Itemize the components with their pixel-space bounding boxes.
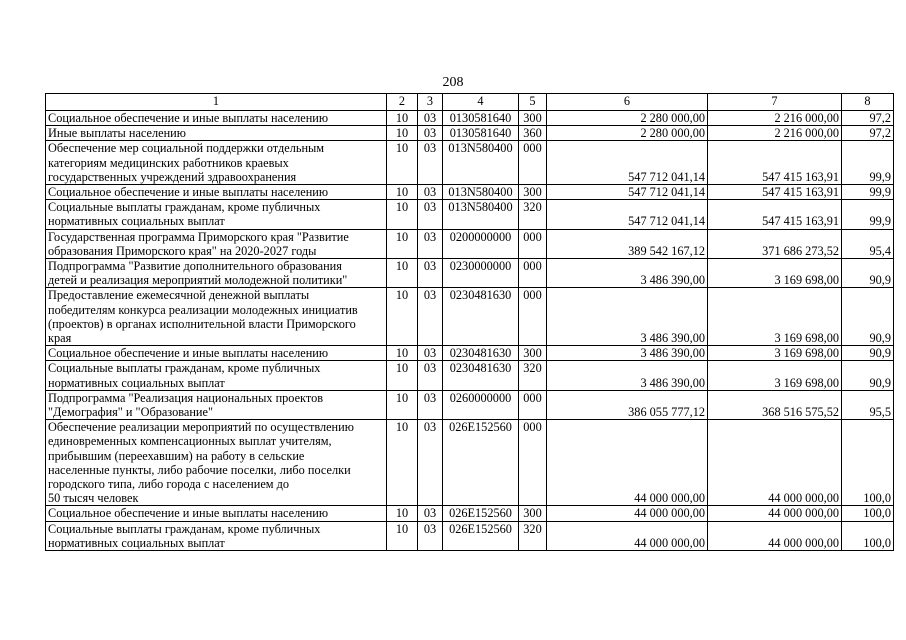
- row-description: Социальное обеспечение и иные выплаты населению: [46, 185, 387, 200]
- row-target-article: 013N580400: [443, 185, 519, 200]
- table-row: [46, 420, 894, 506]
- row-target-article: 026E152560: [443, 506, 519, 521]
- table-row: [46, 390, 894, 419]
- row-planned-amount: 44 000 000,00: [547, 420, 708, 506]
- row-description: Социальное обеспечение и иные выплаты населению: [46, 111, 387, 126]
- row-actual-amount: 547 415 163,91: [708, 141, 842, 185]
- row-description: Предоставление ежемесячной денежной выплаты победителям конкурса реализации молодежных инициатив (проектов) в органах исполнительной власти Приморского края: [46, 288, 387, 346]
- row-subsection-code: 03: [418, 390, 443, 419]
- row-section-code: 10: [387, 390, 418, 419]
- row-section-code: 10: [387, 506, 418, 521]
- row-expense-type: 300: [519, 185, 547, 200]
- table-row: [46, 346, 894, 361]
- row-target-article: 026E152560: [443, 420, 519, 506]
- row-planned-amount: 386 055 777,12: [547, 390, 708, 419]
- row-planned-amount: 3 486 390,00: [547, 259, 708, 288]
- row-percent: 100,0: [842, 506, 894, 521]
- row-description: Социальные выплаты гражданам, кроме публичных нормативных социальных выплат: [46, 521, 387, 550]
- row-target-article: 0230481630: [443, 346, 519, 361]
- row-percent: 90,9: [842, 288, 894, 346]
- row-expense-type: 000: [519, 141, 547, 185]
- row-description: Государственная программа Приморского края "Развитие образования Приморского края" на 2020-2027 годы: [46, 229, 387, 258]
- row-section-code: 10: [387, 126, 418, 141]
- table-row: [46, 200, 894, 229]
- row-percent: 90,9: [842, 346, 894, 361]
- row-planned-amount: 2 280 000,00: [547, 126, 708, 141]
- row-description: Обеспечение реализации мероприятий по осуществлению единовременных компенсационных выплат учителям, прибывшим (переехавшим) на работу в сельские населенные пункты, либо рабочие поселки, либо поселки городского типа, либо города с населением до 50 тысяч человек: [46, 420, 387, 506]
- row-section-code: 10: [387, 229, 418, 258]
- row-planned-amount: 547 712 041,14: [547, 141, 708, 185]
- row-target-article: 0130581640: [443, 126, 519, 141]
- row-expense-type: 300: [519, 346, 547, 361]
- row-expense-type: 360: [519, 126, 547, 141]
- row-actual-amount: 44 000 000,00: [708, 420, 842, 506]
- table-row: [46, 229, 894, 258]
- row-expense-type: 000: [519, 259, 547, 288]
- row-subsection-code: 03: [418, 141, 443, 185]
- row-section-code: 10: [387, 141, 418, 185]
- row-planned-amount: 3 486 390,00: [547, 346, 708, 361]
- row-target-article: 0260000000: [443, 390, 519, 419]
- row-planned-amount: 547 712 041,14: [547, 185, 708, 200]
- row-expense-type: 000: [519, 288, 547, 346]
- row-planned-amount: 2 280 000,00: [547, 111, 708, 126]
- row-description: Социальные выплаты гражданам, кроме публичных нормативных социальных выплат: [46, 200, 387, 229]
- row-percent: 99,9: [842, 141, 894, 185]
- row-target-article: 013N580400: [443, 200, 519, 229]
- row-actual-amount: 371 686 273,52: [708, 229, 842, 258]
- row-expense-type: 300: [519, 111, 547, 126]
- table-row: [46, 259, 894, 288]
- table-row: [46, 111, 894, 126]
- row-planned-amount: 44 000 000,00: [547, 506, 708, 521]
- row-actual-amount: 2 216 000,00: [708, 126, 842, 141]
- header-cell: 8: [842, 94, 894, 111]
- row-expense-type: 320: [519, 361, 547, 390]
- row-section-code: 10: [387, 185, 418, 200]
- row-planned-amount: 44 000 000,00: [547, 521, 708, 550]
- row-expense-type: 000: [519, 390, 547, 419]
- row-target-article: 0130581640: [443, 111, 519, 126]
- row-percent: 100,0: [842, 420, 894, 506]
- row-percent: 99,9: [842, 200, 894, 229]
- row-planned-amount: 3 486 390,00: [547, 361, 708, 390]
- row-target-article: 0230481630: [443, 361, 519, 390]
- row-expense-type: 320: [519, 200, 547, 229]
- table-row: [46, 126, 894, 141]
- row-actual-amount: 3 169 698,00: [708, 361, 842, 390]
- row-actual-amount: 3 169 698,00: [708, 259, 842, 288]
- row-actual-amount: 3 169 698,00: [708, 288, 842, 346]
- row-subsection-code: 03: [418, 346, 443, 361]
- row-description: Социальное обеспечение и иные выплаты населению: [46, 506, 387, 521]
- header-cell: 7: [708, 94, 842, 111]
- row-percent: 95,4: [842, 229, 894, 258]
- table-row: [46, 288, 894, 346]
- header-cell: 5: [519, 94, 547, 111]
- row-percent: 90,9: [842, 361, 894, 390]
- table-row: [46, 506, 894, 521]
- row-target-article: 0200000000: [443, 229, 519, 258]
- table-row: [46, 521, 894, 550]
- row-planned-amount: 3 486 390,00: [547, 288, 708, 346]
- row-description: Иные выплаты населению: [46, 126, 387, 141]
- budget-table: [45, 93, 894, 551]
- table-row: [46, 185, 894, 200]
- row-actual-amount: 44 000 000,00: [708, 506, 842, 521]
- row-expense-type: 300: [519, 506, 547, 521]
- row-target-article: 0230481630: [443, 288, 519, 346]
- row-expense-type: 000: [519, 229, 547, 258]
- row-section-code: 10: [387, 521, 418, 550]
- table-row: [46, 141, 894, 185]
- row-actual-amount: 3 169 698,00: [708, 346, 842, 361]
- row-subsection-code: 03: [418, 229, 443, 258]
- row-subsection-code: 03: [418, 200, 443, 229]
- row-subsection-code: 03: [418, 288, 443, 346]
- row-subsection-code: 03: [418, 111, 443, 126]
- row-subsection-code: 03: [418, 185, 443, 200]
- row-section-code: 10: [387, 361, 418, 390]
- row-expense-type: 320: [519, 521, 547, 550]
- row-percent: 97,2: [842, 111, 894, 126]
- row-actual-amount: 44 000 000,00: [708, 521, 842, 550]
- row-percent: 100,0: [842, 521, 894, 550]
- row-section-code: 10: [387, 288, 418, 346]
- header-cell: 1: [46, 94, 387, 111]
- row-percent: 99,9: [842, 185, 894, 200]
- row-target-article: 026E152560: [443, 521, 519, 550]
- row-percent: 97,2: [842, 126, 894, 141]
- row-section-code: 10: [387, 200, 418, 229]
- row-section-code: 10: [387, 420, 418, 506]
- row-actual-amount: 2 216 000,00: [708, 111, 842, 126]
- table-row: [46, 361, 894, 390]
- row-percent: 90,9: [842, 259, 894, 288]
- row-description: Подпрограмма "Развитие дополнительного образования детей и реализация мероприятий молодежной политики": [46, 259, 387, 288]
- row-subsection-code: 03: [418, 126, 443, 141]
- row-subsection-code: 03: [418, 506, 443, 521]
- header-cell: 2: [387, 94, 418, 111]
- row-subsection-code: 03: [418, 521, 443, 550]
- row-planned-amount: 547 712 041,14: [547, 200, 708, 229]
- row-target-article: 0230000000: [443, 259, 519, 288]
- row-actual-amount: 547 415 163,91: [708, 200, 842, 229]
- row-description: Обеспечение мер социальной поддержки отдельным категориям медицинских работников краевых государственных учреждений здравоохранения: [46, 141, 387, 185]
- row-section-code: 10: [387, 111, 418, 126]
- row-section-code: 10: [387, 346, 418, 361]
- row-description: Подпрограмма "Реализация национальных проектов "Демография" и "Образование": [46, 390, 387, 419]
- row-actual-amount: 368 516 575,52: [708, 390, 842, 419]
- header-cell: 6: [547, 94, 708, 111]
- row-target-article: 013N580400: [443, 141, 519, 185]
- row-description: Социальное обеспечение и иные выплаты населению: [46, 346, 387, 361]
- row-actual-amount: 547 415 163,91: [708, 185, 842, 200]
- row-percent: 95,5: [842, 390, 894, 419]
- row-planned-amount: 389 542 167,12: [547, 229, 708, 258]
- header-cell: 4: [443, 94, 519, 111]
- page-number: 208: [442, 75, 464, 90]
- row-subsection-code: 03: [418, 420, 443, 506]
- row-expense-type: 000: [519, 420, 547, 506]
- table-header-row: [46, 94, 894, 111]
- row-description: Социальные выплаты гражданам, кроме публичных нормативных социальных выплат: [46, 361, 387, 390]
- row-subsection-code: 03: [418, 259, 443, 288]
- row-subsection-code: 03: [418, 361, 443, 390]
- row-section-code: 10: [387, 259, 418, 288]
- header-cell: 3: [418, 94, 443, 111]
